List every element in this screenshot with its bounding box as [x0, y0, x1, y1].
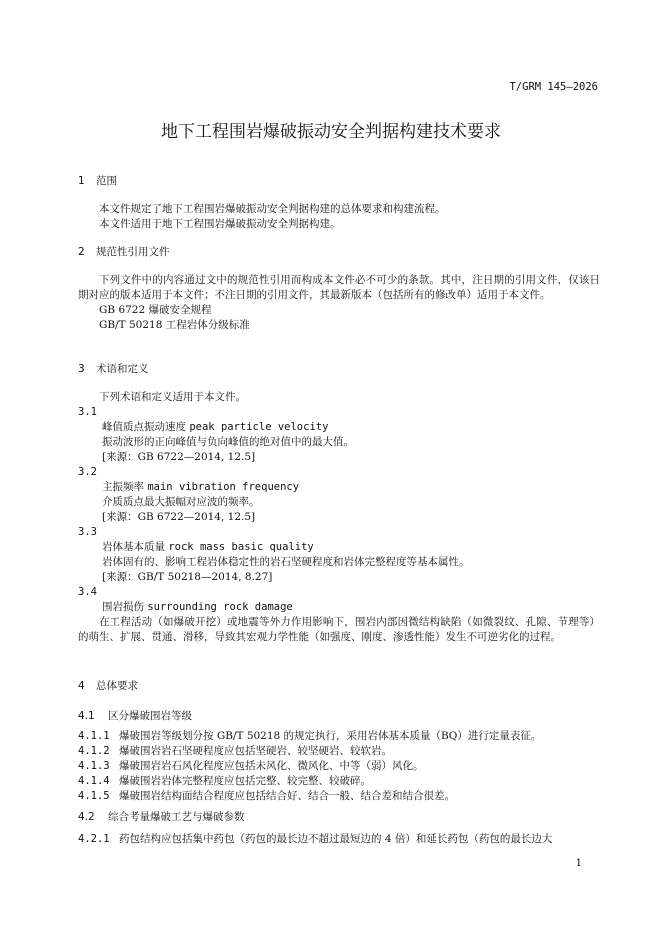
- subsection-heading: 4.2 综合考量爆破工艺与爆破参数: [78, 811, 245, 823]
- term-heading: 峰值质点振动速度 peak particle velocity: [102, 421, 329, 433]
- section-2-body: [78, 273, 600, 333]
- section-3-body: [78, 390, 600, 645]
- term-definition: 振动波形的正向峰值与负向峰值的绝对值中的最大值。: [102, 436, 354, 448]
- clause: 4.1.5 爆破围岩结构面结合程度应包括结合好、结合一般、结合差和结合很差。: [78, 790, 455, 802]
- term-source: [来源：GB 6722—2014, 12.5]: [102, 511, 256, 523]
- reference-item: GB/T 50218 工程岩体分级标准: [99, 319, 250, 331]
- section-4: [78, 679, 600, 694]
- section-4-2: [78, 810, 600, 825]
- section-3: [78, 362, 600, 377]
- page-number: 1: [575, 858, 582, 869]
- reference-item: GB 6722 爆破安全规程: [99, 304, 212, 316]
- term-definition: 在工程活动（如爆破开挖）或地震等外力作用影响下，围岩内部因微结构缺陷（如微裂纹、孔隙、节理等）的萌生、扩展、贯通、滑移，导致其宏观力学性能（如强度、刚度、渗透性能）发生不可逆劣化的过程。: [78, 616, 600, 643]
- term-heading: 围岩损伤 surrounding rock damage: [102, 601, 293, 613]
- term-number: 3.1: [78, 406, 97, 418]
- section-1: [78, 174, 600, 189]
- term-source: [来源：GB/T 50218—2014, 8.27]: [102, 571, 273, 583]
- section-heading: 4 总体要求: [78, 680, 138, 692]
- paragraph: 本文件适用于地下工程围岩爆破振动安全判据构建。: [99, 218, 341, 230]
- term-number: 3.3: [78, 526, 97, 538]
- term-heading: 岩体基本质量 rock mass basic quality: [102, 541, 314, 553]
- section-4-1-clauses: [78, 729, 600, 804]
- section-heading: 3 术语和定义: [78, 363, 149, 375]
- section-heading: 2 规范性引用文件: [78, 246, 170, 258]
- clause: 4.1.3 爆破围岩岩石风化程度应包括未风化、微风化、中等（弱）风化。: [78, 760, 424, 772]
- subsection-heading: 4.1 区分爆破围岩等级: [78, 710, 192, 722]
- paragraph: 下列术语和定义适用于本文件。: [99, 391, 246, 403]
- paragraph: 本文件规定了地下工程围岩爆破振动安全判据构建的总体要求和构建流程。: [99, 203, 446, 215]
- section-heading: 1 范围: [78, 175, 117, 187]
- clause: 4.1.2 爆破围岩岩石坚硬程度应包括坚硬岩、较坚硬岩、较软岩。: [78, 745, 392, 757]
- section-4-1: [78, 709, 600, 724]
- document-title: 地下工程围岩爆破振动安全判据构建技术要求: [161, 122, 501, 142]
- term-source: [来源：GB 6722—2014, 12.5]: [102, 451, 256, 463]
- paragraph: 下列文件中的内容通过文中的规范性引用而构成本文件必不可少的条款。其中，注日期的引用文件，仅该日期对应的版本适用于本文件；不注日期的引用文件，其最新版本（包括所有的修改单）适用于本文件。: [78, 274, 600, 301]
- term-number: 3.4: [78, 586, 97, 598]
- section-1-body: [78, 202, 600, 232]
- term-definition: 岩体固有的、影响工程岩体稳定性的岩石坚硬程度和岩体完整程度等基本属性。: [102, 556, 470, 568]
- term-definition: 介质质点最大振幅对应波的频率。: [102, 496, 260, 508]
- clause: 4.1.1 爆破围岩等级划分按 GB/T 50218 的规定执行，采用岩体基本质量（BQ）进行定量表征。: [78, 730, 542, 742]
- standard-code: T/GRM 145—2026: [509, 81, 598, 93]
- clause: 4.1.4 爆破围岩岩体完整程度应包括完整、较完整、较破碎。: [78, 775, 371, 787]
- term-heading: 主振频率 main vibration frequency: [102, 481, 300, 493]
- section-2: [78, 245, 600, 260]
- clause: 4.2.1 药包结构应包括集中药包（药包的最长边不超过最短边的 4 倍）和延长药包（药包的最长边大: [78, 833, 553, 845]
- term-number: 3.2: [78, 466, 97, 478]
- section-4-2-clauses: [78, 832, 600, 847]
